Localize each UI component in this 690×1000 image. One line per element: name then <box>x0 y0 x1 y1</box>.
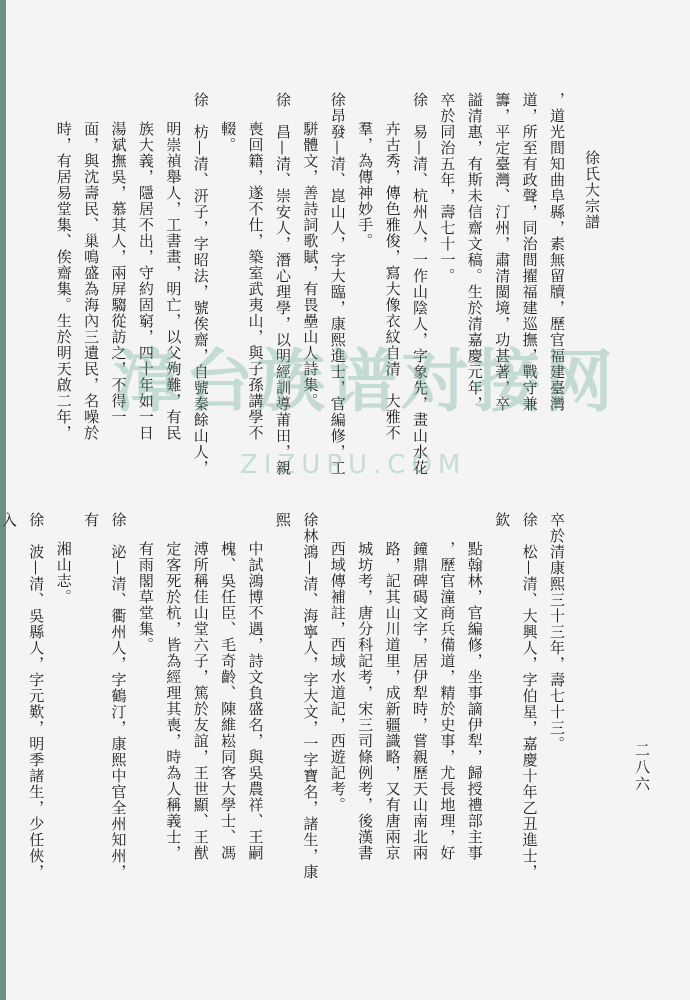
entry-xu-song <box>323 512 542 892</box>
text-line: 面，與沈壽民、巢鳴盛為海內三遺民，名噪於 <box>82 120 101 441</box>
text-line: 籌，平定臺灣、汀州，肅清閩境，功甚著，卒 <box>493 92 512 412</box>
entry-heading-line: 徐 易—清、杭州人，一作山陰人，字象先，畫山水花 <box>410 92 429 476</box>
upper-section <box>10 92 570 512</box>
entry-xu-yi <box>351 92 433 512</box>
book-title: 徐氏大宗譜 <box>583 150 601 230</box>
text-line: 點翰林，官編修，坐事謫伊犁，歸授禮部主事 <box>465 540 484 861</box>
text-line: 有雨閣草堂集。 <box>136 540 155 653</box>
entry-heading-line: 徐 松—清、大興人，字伯星，嘉慶十年乙丑進士，欽 <box>493 512 539 880</box>
entry-xu-bo <box>0 512 49 892</box>
watermark-text: 漳台族谱对接网 <box>112 343 617 422</box>
entry-xu-bi <box>49 512 131 892</box>
entry-heading-line: 徐 泌—清、衢州人，字鶴汀，康熙中官全州知州，有 <box>82 512 128 880</box>
entry-heading-line: 徐昂發—清、崑山人，字大臨，康熙進士，官編修，工 <box>328 92 347 476</box>
text-line: 族大義，隱居不出，守約固窮，四十年如一日 <box>136 120 155 441</box>
text-line: 中試鴻博不遇，詩文負盛名，與吳農祥、王嗣 <box>246 540 265 861</box>
text-line: 西域傳補註，西域水道記，西遊記考。 <box>328 540 347 813</box>
watermark-url: ZIZUPU.COM <box>240 450 467 480</box>
entry-heading-line: 徐 枋—清、汧子，字昭法，號俟齋，自號秦餘山人， <box>191 92 210 476</box>
text-line: 卒於同治五年，壽七十一。 <box>438 92 457 284</box>
entry-xu-chang <box>214 92 296 512</box>
text-line: 路，記其山川道里，成新疆識略，又有唐兩京 <box>383 540 402 861</box>
text-line: ，歷官潼商兵備道，精於史事，尤長地理，好 <box>438 540 457 861</box>
entry-heading-line: 徐林鴻—清、海寧人，字大文，一字寶名，諸生，康熙 <box>273 512 320 880</box>
entry-xu-angfa <box>296 92 351 512</box>
text-line: 城坊考，唐分科記考，宋三司條例考，後漢書 <box>356 540 375 861</box>
text-line: 道，所至有政聲，同治間擢福建巡撫，戰守兼 <box>520 92 539 412</box>
text-line: 鐘鼎碑碣文字，居伊犁時，嘗親歷天山南北兩 <box>410 540 429 861</box>
text-line: 輟。 <box>219 120 238 153</box>
text-line: 槐、吳任臣、毛奇齡、陳維崧同客大學士、馮 <box>219 540 238 861</box>
text-line: 駢體文，善詩詞歌賦，有畏壘山人詩集。 <box>301 120 320 409</box>
text-line: 卒於清康熙三十三年，壽七十三。 <box>548 512 566 752</box>
text-line: 湯斌撫吳，慕其人，兩屏騶從訪之，不得一 <box>109 120 128 425</box>
entry-continuation <box>433 92 570 512</box>
text-line: 溥所稱佳山堂六子，篤於友誼，王世顯、王猷 <box>191 540 210 861</box>
entry-xu-fang <box>49 92 213 512</box>
text-line: ，道光間知曲阜縣，素無留牘，歷官福建臺灣 <box>548 92 566 412</box>
text-line: 卉古秀，傳色雅俊，寫大像衣紋自清 大雅不 <box>383 120 402 441</box>
page-number: 二八六 <box>633 742 651 793</box>
entry-continuation <box>543 512 570 892</box>
text-line: 明崇禎舉人，工書畫，明亡，以父殉難，有民 <box>164 120 183 441</box>
text-line: 羣，為傳神妙手。 <box>356 120 375 249</box>
text-line: 謚清惠，有斯未信齋文稿。生於清嘉慶元年， <box>465 92 484 412</box>
text-line: 喪回籍，遂不仕，築室武夷山，與子孫講學不 <box>246 120 265 441</box>
lower-section <box>0 512 570 892</box>
entry-xu-linhong <box>132 512 324 892</box>
text-line: 定客死於杭，皆為經理其喪，時為人稱義士， <box>164 540 183 861</box>
entry-heading-line: 徐 昌—清、崇安人，潛心理學，以明經訓導莆田，親 <box>273 92 292 476</box>
text-line: 時，有居易堂集、俟齋集。生於明天啟二年， <box>54 120 73 441</box>
entry-heading-line: 徐 波—清、吳縣人，字元歎，明季諸生，少任俠，入 <box>0 512 46 880</box>
text-line: 湘山志。 <box>54 540 73 605</box>
